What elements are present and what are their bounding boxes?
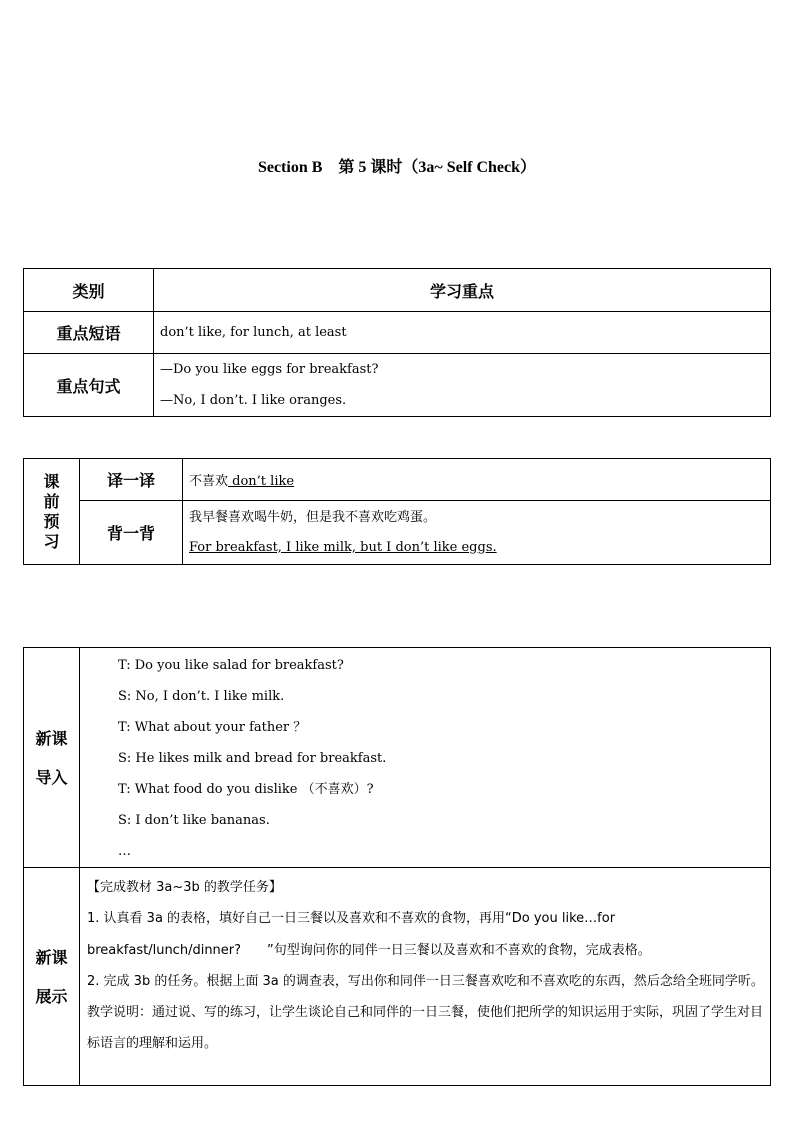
intro-label-line: 新课 [35,728,68,748]
intro-dialogue [80,648,771,868]
vertical-char: 预 [43,511,60,531]
display-tasks [80,868,771,1086]
recite-label: 背一背 [80,501,183,565]
row-label-phrases: 重点短语 [24,312,154,354]
translate-prompt: 不喜欢 [189,474,229,489]
table-row [24,868,771,1086]
column-header-category: 类别 [24,269,154,312]
display-label [24,868,80,1086]
translate-cell [183,459,771,501]
dialogue-line: S: I don’t like bananas. [118,813,270,828]
focus-table [23,268,771,417]
table-row [24,459,771,501]
display-label-line: 展示 [35,986,68,1006]
translate-answer: don’t like [228,474,295,489]
table-row [24,312,771,354]
vertical-char: 习 [43,531,60,551]
vertical-char: 前 [43,491,60,511]
dialogue-line: … [118,844,131,859]
table-row [24,501,771,565]
phrases-text: don’t like, for lunch, at least [154,312,771,354]
task-2: 2. 完成 3b 的任务。根据上面 3a 的调查表，写出你和同伴一日三餐喜欢吃和不喜欢吃的东西，然后念给全班同学听。 [87,973,764,989]
table-row [24,648,771,868]
dialogue-line: S: No, I don’t. I like milk. [118,689,285,704]
recite-sentence: 我早餐喜欢喝牛奶，但是我不喜欢吃鸡蛋。 [189,509,437,525]
dialogue-line: S: He likes milk and bread for breakfast. [118,751,387,766]
task-heading: 【完成教材 3a~3b 的教学任务】 [87,880,282,895]
sentence-line: —Do you like eggs for breakfast? [160,362,379,377]
teaching-note: 教学说明：通过说、写的练习，让学生谈论自己和同伴的一日三餐，使他们把所学的知识运用于实际，巩固了学生对目标语言的理解和运用。 [87,1005,764,1052]
dialogue-line: T: What food do you dislike （不喜欢）? [118,782,374,797]
sentence-line: —No, I don’t. I like oranges. [160,393,347,408]
dialogue-line: T: What about your father ？ [118,720,307,735]
recite-cell [183,501,771,565]
sentences-cell [154,354,771,417]
preview-table [23,458,771,565]
row-label-sentences: 重点句式 [24,354,154,417]
dialogue-line: T: Do you like salad for breakfast? [118,658,344,673]
intro-label-line: 导入 [35,767,68,787]
table-row [24,269,771,312]
table-row [24,354,771,417]
vertical-char: 课 [43,471,60,491]
task-1: 1. 认真看 3a 的表格，填好自己一日三餐以及喜欢和不喜欢的食物，再用“Do you like…for breakfast/lunch/dinner? ”句型询问你的同伴一日三餐以及喜欢和不喜欢的食物，完成表格。 [87,911,651,958]
preview-vertical-label [24,459,80,565]
column-header-focus: 学习重点 [154,269,771,312]
page-title: Section B 第 5 课时（3a~ Self Check） [257,159,537,176]
intro-label [24,648,80,868]
recite-answer: For breakfast, I like milk, but I don’t like eggs. [189,539,497,555]
translate-label: 译一译 [80,459,183,501]
lesson-table [23,647,771,1086]
display-label-line: 新课 [35,947,68,967]
